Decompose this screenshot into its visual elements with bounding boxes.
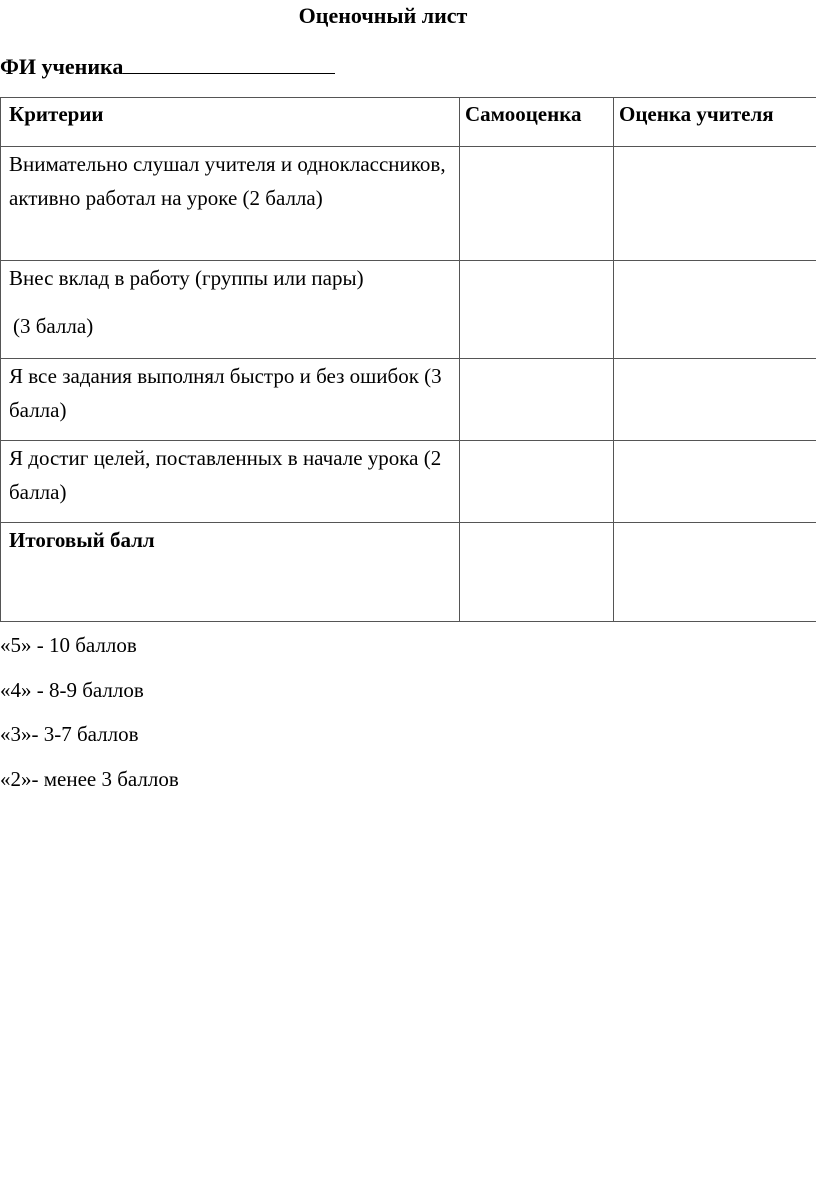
self-total-cell[interactable] [460, 523, 614, 622]
self-score-cell[interactable] [460, 441, 614, 523]
criterion-cell [1, 261, 460, 359]
grading-scale [0, 623, 179, 801]
criterion-text: Я все задания выполнял быстро и без ошибок (3 балла) [9, 364, 442, 422]
criterion-cell [1, 359, 460, 441]
student-name-blank [123, 53, 335, 74]
criterion-points: (3 балла) [13, 314, 94, 338]
self-score-cell[interactable] [460, 261, 614, 359]
criterion-cell [1, 147, 460, 261]
header-teacher-assessment: Оценка учителя [614, 98, 816, 147]
criterion-text: Внес вклад в работу (группы или пары) [9, 266, 364, 290]
table-row [1, 441, 816, 523]
teacher-score-cell[interactable] [614, 359, 816, 441]
student-name-label: ФИ ученика [0, 54, 124, 79]
total-row [1, 523, 816, 622]
header-self-assessment: Самооценка [460, 98, 614, 147]
self-score-cell[interactable] [460, 147, 614, 261]
teacher-score-cell[interactable] [614, 147, 816, 261]
total-label: Итоговый балл [1, 523, 460, 622]
criterion-text: Я достиг целей, поставленных в начале урока (2 балла) [9, 446, 442, 504]
grade-3-rule: «3»- 3-7 баллов [0, 722, 139, 746]
table-header-row [1, 98, 816, 147]
grade-2-rule: «2»- менее 3 баллов [0, 766, 179, 791]
grade-4-rule: «4» - 8-9 баллов [0, 677, 144, 702]
criterion-text: Внимательно слушал учителя и одноклассников, активно работал на уроке (2 балла) [9, 152, 446, 210]
teacher-total-cell[interactable] [614, 523, 816, 622]
teacher-score-cell[interactable] [614, 261, 816, 359]
table-row [1, 359, 816, 441]
criterion-cell [1, 441, 460, 523]
self-score-cell[interactable] [460, 359, 614, 441]
student-name-line [0, 53, 335, 80]
assessment-table [0, 97, 816, 622]
header-criteria: Критерии [1, 98, 460, 147]
page-title: Оценочный лист [298, 3, 468, 28]
table-row [1, 261, 816, 359]
table-row [1, 147, 816, 261]
grade-5-rule: «5» - 10 баллов [0, 633, 137, 657]
teacher-score-cell[interactable] [614, 441, 816, 523]
